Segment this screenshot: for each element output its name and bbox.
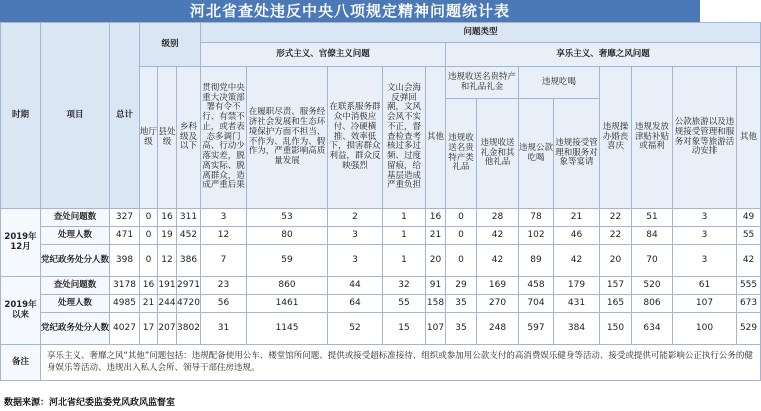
cell: 107 <box>673 295 737 313</box>
cell: 52 <box>328 313 383 345</box>
header-gifts-cash: 违规收送礼金和其他礼品 <box>477 99 519 209</box>
header-formalism-col-2: 在履职尽责、服务经济社会发展和生态环境保护方面不担当、不作为、乱作为、假作为，严重影响高质量发展 <box>247 67 328 209</box>
cell: 0 <box>446 209 477 227</box>
cell: 17 <box>140 313 158 345</box>
cell: 386 <box>177 245 201 277</box>
cell: 311 <box>177 209 201 227</box>
cell: 673 <box>737 295 761 313</box>
cell: 207 <box>158 313 177 345</box>
cell: 3 <box>673 245 737 277</box>
cell: 179 <box>554 277 600 295</box>
cell: 22 <box>600 209 632 227</box>
row-item-label: 处理人数 <box>41 227 110 245</box>
cell: 327 <box>110 209 140 227</box>
cell: 3 <box>328 245 383 277</box>
cell: 44 <box>328 277 383 295</box>
header-item: 项目 <box>41 23 110 209</box>
header-gifts-specialty: 违规收送名贵特产类礼品 <box>446 99 477 209</box>
cell: 23 <box>201 277 247 295</box>
cell: 89 <box>519 245 554 277</box>
cell: 12 <box>158 245 177 277</box>
cell: 471 <box>110 227 140 245</box>
cell: 158 <box>426 295 446 313</box>
cell: 634 <box>632 313 673 345</box>
cell: 7 <box>201 245 247 277</box>
page-title: 河北省查处违反中央八项规定精神问题统计表 <box>0 0 700 22</box>
cell: 102 <box>519 227 554 245</box>
period-label: 2019年12月 <box>1 209 41 277</box>
cell: 61 <box>673 277 737 295</box>
cell: 20 <box>426 245 446 277</box>
cell: 4985 <box>110 295 140 313</box>
header-level-prefecture: 地厅级 <box>140 67 158 209</box>
statistics-table <box>0 22 761 381</box>
cell: 16 <box>426 209 446 227</box>
note-text: 享乐主义、奢靡之风“其他”问题包括：违规配备使用公车、楼堂馆所问题、提供或接受超标准接待、组织或参加用公款支付的高消费娱乐健身等活动、接受或提供可能影响公正执行公务的健身娱乐等活动、违规出入私人会所、领导干部住房违规。 <box>41 345 761 381</box>
cell: 32 <box>383 277 426 295</box>
cell: 4720 <box>177 295 201 313</box>
cell: 1 <box>383 245 426 277</box>
cell: 169 <box>477 277 519 295</box>
cell: 0 <box>140 209 158 227</box>
cell: 458 <box>519 277 554 295</box>
cell: 15 <box>383 313 426 345</box>
cell: 12 <box>201 227 247 245</box>
cell: 42 <box>477 227 519 245</box>
row-item-label: 党纪政务处分人数 <box>41 245 110 277</box>
cell: 704 <box>519 295 554 313</box>
cell: 4027 <box>110 313 140 345</box>
cell: 431 <box>554 295 600 313</box>
cell: 42 <box>554 245 600 277</box>
row-item-label: 查处问题数 <box>41 277 110 295</box>
cell: 49 <box>737 209 761 227</box>
cell: 51 <box>632 209 673 227</box>
cell: 3 <box>328 227 383 245</box>
row-item-label: 党纪政务处分人数 <box>41 313 110 345</box>
header-level-township: 乡科级及以下 <box>177 67 201 209</box>
cell: 16 <box>158 209 177 227</box>
cell: 1461 <box>247 295 328 313</box>
cell: 100 <box>673 313 737 345</box>
cell: 53 <box>247 209 328 227</box>
cell: 1 <box>383 209 426 227</box>
cell: 91 <box>426 277 446 295</box>
cell: 2 <box>328 209 383 227</box>
cell: 2971 <box>177 277 201 295</box>
cell: 3 <box>673 209 737 227</box>
cell: 452 <box>177 227 201 245</box>
cell: 19 <box>158 227 177 245</box>
header-problem-type: 问题类型 <box>201 23 761 43</box>
period-label: 2019年以来 <box>1 277 41 345</box>
header-formalism-col-3: 在联系服务群众中消极应付、冷硬横推、效率低下，损害群众利益，群众反映强烈 <box>328 67 383 209</box>
cell: 29 <box>446 277 477 295</box>
row-item-label: 查处问题数 <box>41 209 110 227</box>
header-period: 时期 <box>1 23 41 209</box>
cell: 42 <box>737 245 761 277</box>
cell: 21 <box>140 295 158 313</box>
cell: 806 <box>632 295 673 313</box>
header-hedonism-weddings: 违规操办婚丧喜庆 <box>600 67 632 209</box>
header-formalism-col-1: 贯彻党中央重大决策部署有令不行、有禁不止，或者表态多调门高、行动少落实差，脱离实际、脱离群众，造成严重后果 <box>201 67 247 209</box>
header-formalism: 形式主义、官僚主义问题 <box>201 43 446 67</box>
cell: 3 <box>201 209 247 227</box>
cell: 398 <box>110 245 140 277</box>
cell: 31 <box>201 313 247 345</box>
cell: 3 <box>673 227 737 245</box>
cell: 20 <box>600 245 632 277</box>
header-total: 总计 <box>110 23 140 209</box>
cell: 80 <box>247 227 328 245</box>
cell: 3802 <box>177 313 201 345</box>
note-label: 备注 <box>1 345 41 381</box>
cell: 555 <box>737 277 761 295</box>
header-hedonism-travel: 公款旅游以及违规接受管理和服务对象等旅游活动安排 <box>673 67 737 209</box>
cell: 78 <box>519 209 554 227</box>
data-source: 数据来源：河北省纪委监委党风政风监督室 <box>4 398 176 408</box>
cell: 56 <box>201 295 247 313</box>
cell: 55 <box>737 227 761 245</box>
cell: 42 <box>477 245 519 277</box>
cell: 165 <box>600 295 632 313</box>
cell: 244 <box>158 295 177 313</box>
cell: 46 <box>554 227 600 245</box>
cell: 0 <box>446 227 477 245</box>
cell: 35 <box>446 295 477 313</box>
header-level-group: 级别 <box>140 23 201 67</box>
header-hedonism-dining: 违规吃喝 <box>519 67 600 99</box>
cell: 22 <box>600 227 632 245</box>
header-hedonism-subsidies: 违规发放津贴补贴或福利 <box>632 67 673 209</box>
cell: 597 <box>519 313 554 345</box>
header-hedonism-gifts: 违规收送名贵特产和礼品礼金 <box>446 67 519 99</box>
cell: 55 <box>383 295 426 313</box>
cell: 270 <box>477 295 519 313</box>
cell: 0 <box>140 245 158 277</box>
header-dining-public: 违规公款吃喝 <box>519 99 554 209</box>
cell: 35 <box>446 313 477 345</box>
header-hedonism-other: 其他 <box>737 67 761 209</box>
cell: 860 <box>247 277 328 295</box>
cell: 529 <box>737 313 761 345</box>
cell: 1145 <box>247 313 328 345</box>
cell: 191 <box>158 277 177 295</box>
cell: 21 <box>426 227 446 245</box>
cell: 28 <box>477 209 519 227</box>
cell: 0 <box>446 245 477 277</box>
cell: 0 <box>140 227 158 245</box>
cell: 107 <box>426 313 446 345</box>
cell: 84 <box>632 227 673 245</box>
header-formalism-col-5: 其他 <box>426 67 446 209</box>
cell: 64 <box>328 295 383 313</box>
cell: 248 <box>477 313 519 345</box>
cell: 59 <box>247 245 328 277</box>
header-dining-banquet: 违规接受管理和服务对象等宴请 <box>554 99 600 209</box>
header-formalism-col-4: 文山会海反弹回潮，文风会风不实不正，督查检查考核过多过频、过度留痕，给基层造成严重负担 <box>383 67 426 209</box>
cell: 70 <box>632 245 673 277</box>
cell: 21 <box>554 209 600 227</box>
cell: 384 <box>554 313 600 345</box>
cell: 3178 <box>110 277 140 295</box>
cell: 520 <box>632 277 673 295</box>
row-item-label: 处理人数 <box>41 295 110 313</box>
cell: 1 <box>383 227 426 245</box>
cell: 16 <box>140 277 158 295</box>
cell: 150 <box>600 313 632 345</box>
cell: 157 <box>600 277 632 295</box>
header-level-county: 县处级 <box>158 67 177 209</box>
header-hedonism: 享乐主义、奢靡之风问题 <box>446 43 761 67</box>
